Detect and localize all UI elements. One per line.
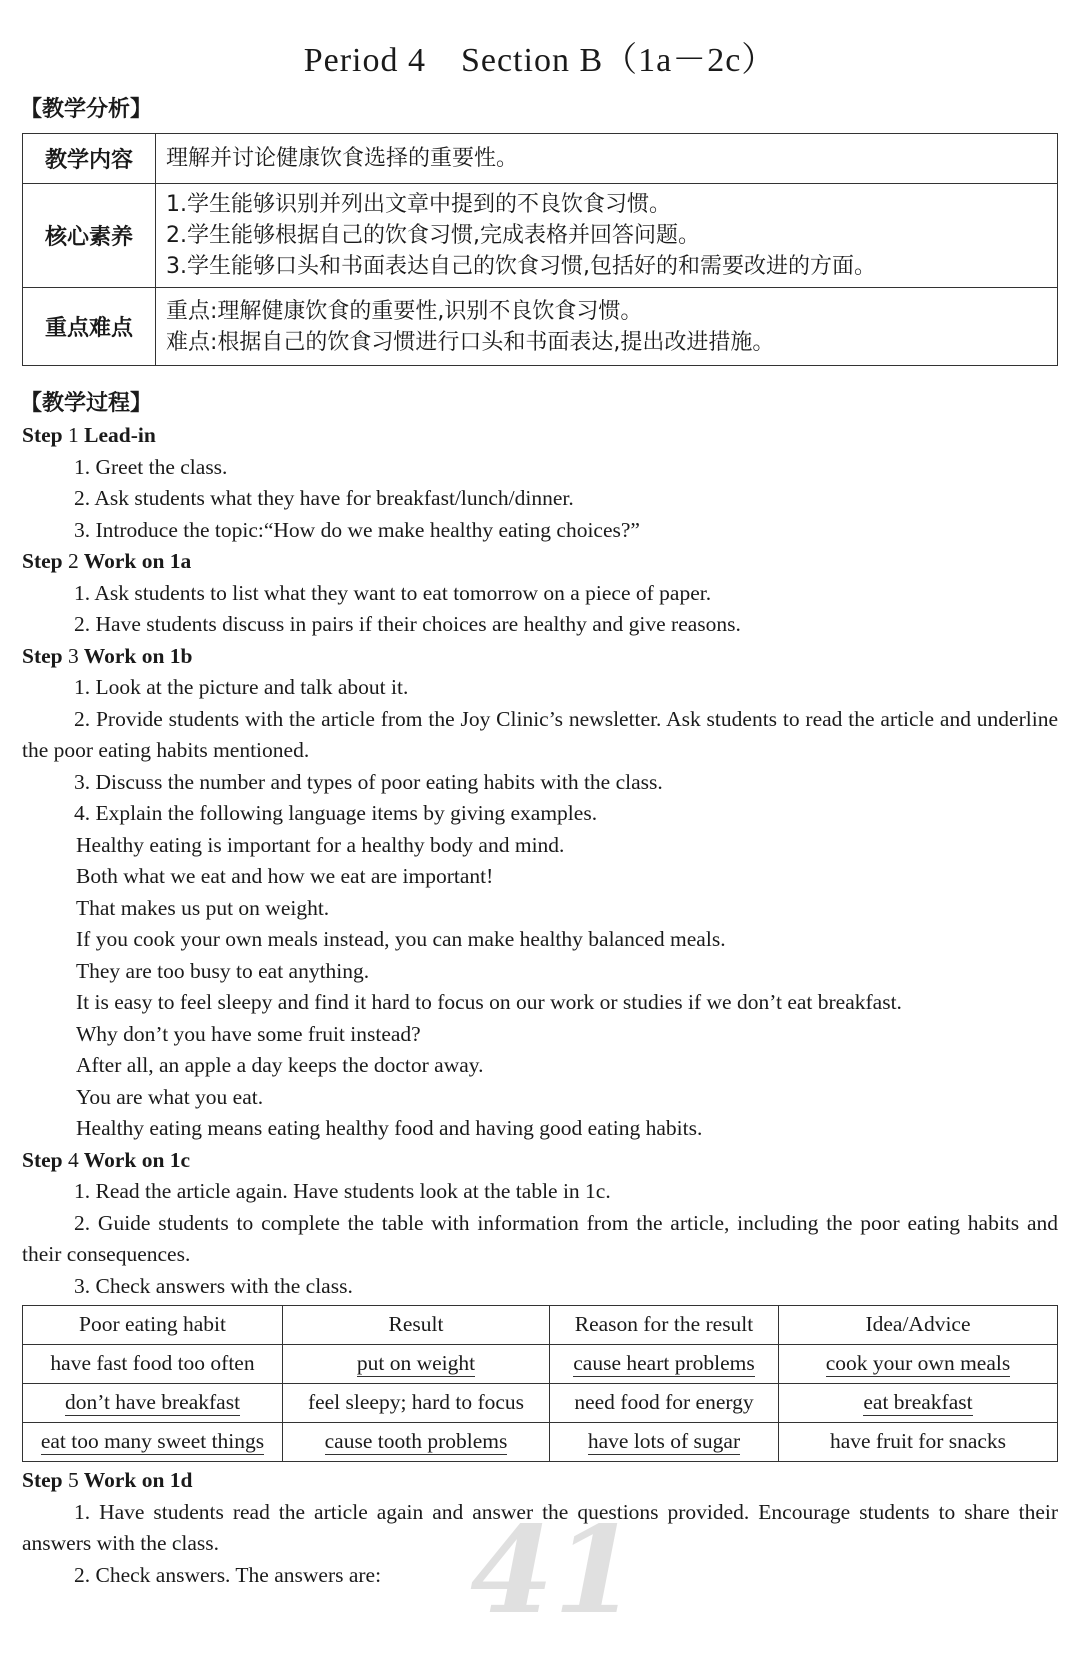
- example-sentence: Why don’t you have some fruit instead?: [76, 1021, 421, 1046]
- step-heading: Step 2 Work on 1a: [22, 549, 192, 573]
- analysis-line: 难点:根据自己的饮食习惯进行口头和书面表达,提出改进措施。: [166, 329, 775, 355]
- analysis-row-content: [23, 134, 1058, 184]
- analysis-line: 2.学生能够根据自己的饮食习惯,完成表格并回答问题。: [166, 223, 700, 248]
- example-sentence: You are what you eat.: [76, 1084, 264, 1109]
- step-item: 1. Look at the picture and talk about it.: [74, 675, 409, 699]
- page-number-watermark: 41: [470, 1500, 637, 1641]
- table-cell: feel sleepy; hard to focus: [283, 1384, 550, 1423]
- table-cell: have lots of sugar: [550, 1423, 779, 1462]
- eating-habits-table: [22, 1305, 1058, 1462]
- table-cell: have fast food too often: [23, 1345, 283, 1384]
- analysis-label: 教学内容: [23, 134, 156, 184]
- analysis-table: [22, 133, 1058, 366]
- step-item: 1. Read the article again. Have students look at the table in 1c.: [74, 1179, 611, 1203]
- example-sentence: They are too busy to eat anything.: [76, 958, 370, 983]
- table-header: Reason for the result: [550, 1306, 779, 1345]
- table-cell: eat too many sweet things: [23, 1423, 283, 1462]
- teaching-process: [22, 420, 1058, 1591]
- analysis-heading: 【教学分析】: [20, 97, 153, 122]
- page-title: Period 4 Section B（1a－2c）: [303, 42, 777, 79]
- step-heading: Step 1 Lead-in: [22, 423, 156, 447]
- step-item: 3. Check answers with the class.: [74, 1273, 353, 1298]
- analysis-label: 核心素养: [23, 184, 156, 288]
- analysis-line: 3.学生能够口头和书面表达自己的饮食习惯,包括好的和需要改进的方面。: [166, 254, 876, 279]
- example-sentence: That makes us put on weight.: [76, 895, 330, 920]
- step-item: 1. Ask students to list what they want to eat tomorrow on a piece of paper.: [74, 580, 712, 605]
- step-item: 1. Have students read the article again and answer the questions provided. Encourage students to share their answers with the class.: [22, 1499, 1058, 1555]
- step-heading: Step 5 Work on 1d: [22, 1468, 193, 1492]
- table-cell: have fruit for snacks: [779, 1423, 1058, 1462]
- example-sentence: Both what we eat and how we eat are important!: [76, 864, 494, 888]
- analysis-row-keypoints: [23, 288, 1058, 366]
- table-row: [23, 1423, 1058, 1462]
- step-item: 2. Have students discuss in pairs if their choices are healthy and give reasons.: [74, 612, 741, 636]
- step-heading: Step 3 Work on 1b: [22, 643, 193, 668]
- table-cell: cook your own meals: [779, 1345, 1058, 1384]
- step-item: 2. Guide students to complete the table with information from the article, including the poor eating habits and their consequences.: [22, 1210, 1058, 1266]
- process-heading: 【教学过程】: [20, 391, 153, 416]
- example-sentence: Healthy eating means eating healthy food and having good eating habits.: [76, 1116, 703, 1140]
- step-item: 1. Greet the class.: [74, 454, 228, 479]
- example-sentence: After all, an apple a day keeps the doctor away.: [76, 1053, 484, 1077]
- step-item: 3. Introduce the topic:“How do we make healthy eating choices?”: [74, 517, 640, 542]
- analysis-line: 理解并讨论健康饮食选择的重要性。: [166, 146, 519, 171]
- example-sentence: It is easy to feel sleepy and find it hard to focus on our work or studies if we don’t eat breakfast.: [76, 990, 902, 1014]
- table-cell: don’t have breakfast: [23, 1384, 283, 1423]
- example-sentence: Healthy eating is important for a healthy body and mind.: [76, 832, 565, 857]
- step-item: 4. Explain the following language items by giving examples.: [74, 801, 598, 825]
- step-item: 2. Provide students with the article from the Joy Clinic’s newsletter. Ask students to read the article and underline the poor eating habits mentioned.: [22, 706, 1058, 762]
- table-cell: need food for energy: [550, 1384, 779, 1423]
- step-item: 2. Check answers. The answers are:: [74, 1562, 382, 1587]
- table-cell: put on weight: [283, 1345, 550, 1384]
- step-item: 3. Discuss the number and types of poor eating habits with the class.: [74, 769, 663, 794]
- step-item: 2. Ask students what they have for breakfast/lunch/dinner.: [74, 486, 574, 510]
- table-cell: cause heart problems: [550, 1345, 779, 1384]
- analysis-row-literacy: [23, 184, 1058, 288]
- table-row: [23, 1345, 1058, 1384]
- table-header: Idea/Advice: [779, 1306, 1058, 1345]
- table-header: Result: [283, 1306, 550, 1345]
- table-row: [23, 1384, 1058, 1423]
- analysis-line: 1.学生能够识别并列出文章中提到的不良饮食习惯。: [166, 192, 671, 217]
- table-header: Poor eating habit: [23, 1306, 283, 1345]
- example-sentence: If you cook your own meals instead, you can make healthy balanced meals.: [76, 927, 726, 951]
- table-cell: eat breakfast: [779, 1384, 1058, 1423]
- analysis-line: 重点:理解健康饮食的重要性,识别不良饮食习惯。: [166, 298, 643, 324]
- table-cell: cause tooth problems: [283, 1423, 550, 1462]
- table-header-row: [23, 1306, 1058, 1345]
- analysis-label: 重点难点: [23, 288, 156, 366]
- step-heading: Step 4 Work on 1c: [22, 1147, 191, 1172]
